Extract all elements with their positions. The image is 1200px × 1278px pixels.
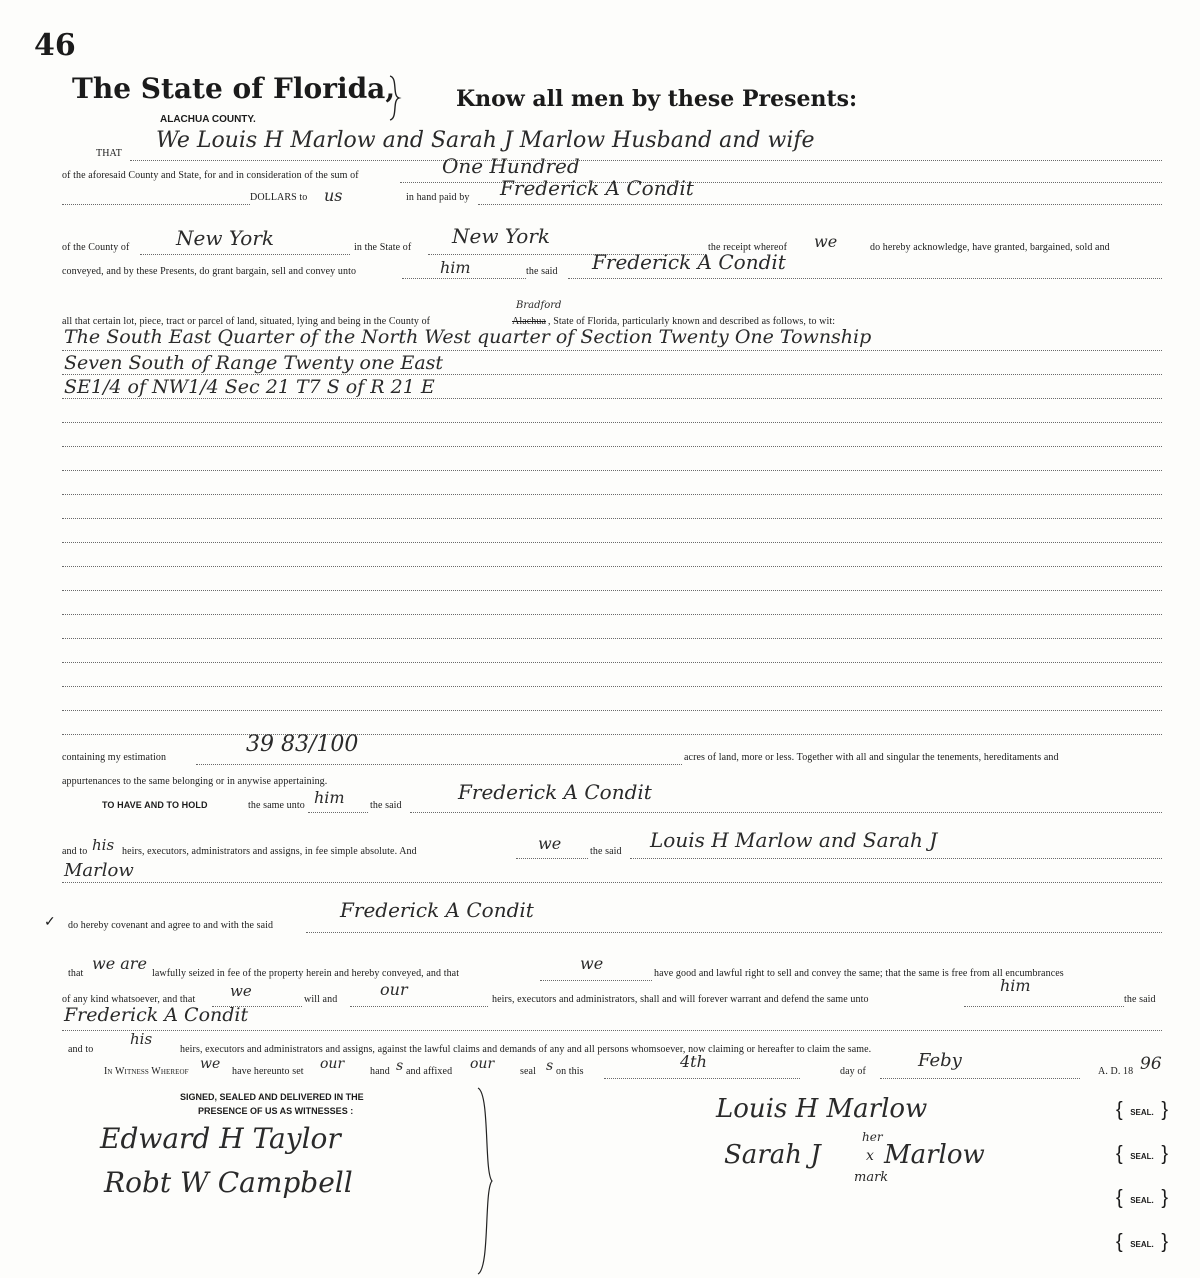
signed-heading-2: PRESENCE OF US AS WITNESSES : — [198, 1106, 354, 1116]
label-on-this: on this — [556, 1066, 584, 1077]
label-to-have: TO HAVE AND TO HOLD — [102, 800, 208, 810]
county-struck: Alachua — [512, 316, 547, 327]
label-state-fl: , State of Florida, particularly known and described as follows, to wit: — [548, 316, 836, 327]
paid-by-field: Frederick A Condit — [500, 176, 694, 200]
seal-box-3: { SEAL. } — [1124, 1190, 1160, 1212]
we2-field: we — [580, 954, 604, 973]
label-ad: A. D. 18 — [1098, 1066, 1134, 1077]
seal-box-1: { SEAL. } — [1124, 1102, 1160, 1124]
witness-2-signature: Robt W Campbell — [104, 1166, 353, 1199]
label-containing: containing my estimation — [62, 752, 167, 763]
label-the-said-2: the said — [1124, 994, 1156, 1005]
label-set: have hereunto set — [232, 1066, 304, 1077]
county-written: Bradford — [516, 300, 562, 311]
state-field: New York — [452, 224, 550, 248]
label-same-unto: the same unto — [248, 800, 305, 811]
label-good-right: have good and lawful right to sell and convey the same; that the same is free from all encumbrances — [654, 968, 1064, 979]
label-heirs-fee: heirs, executors, administrators and assigns, in fee simple absolute. And — [122, 846, 417, 857]
we3-field: we — [230, 982, 252, 1000]
label-appurtenances: appurtenances to the same belonging or in anywise appertaining. — [62, 776, 328, 787]
unto-field: him — [440, 258, 471, 277]
label-covenant: do hereby covenant and agree to and with the said — [68, 920, 274, 931]
state-title: The State of Florida, — [72, 72, 396, 105]
label-hand: hand — [370, 1066, 390, 1077]
signature-2-x: x — [866, 1148, 874, 1164]
seals-field: our — [470, 1056, 495, 1072]
label-seal-on: seal — [520, 1066, 536, 1077]
label-hold-said: the said — [370, 800, 402, 811]
hold-said-field: Frederick A Condit — [458, 780, 652, 804]
label-conveyed: conveyed, and by these Presents, do grant bargain, sell and convey unto — [62, 266, 357, 277]
label-heirs-claims: heirs, executors and administrators and assigns, against the lawful claims and demands of any and all persons whomsoever, now claiming or hereafter to claim the same. — [180, 1044, 872, 1055]
month-field: Feby — [918, 1050, 962, 1071]
label-acknowledge: do hereby acknowledge, have granted, bargained, sold and — [870, 242, 1110, 253]
label-consideration: of the aforesaid County and State, for and in consideration of the sum of — [62, 170, 359, 181]
label-lawfully: lawfully seized in fee of the property herein and hereby conveyed, and that — [152, 968, 460, 979]
check-mark: ✓ — [44, 915, 56, 930]
county-heading: ALACHUA COUNTY. — [160, 114, 256, 125]
label-and-said: the said — [590, 846, 622, 857]
we-are-field: we are — [92, 954, 147, 973]
know-all-heading: Know all men by these Presents: — [456, 86, 858, 112]
label-that: THAT — [96, 148, 122, 159]
and-said-field: Louis H Marlow and Sarah J — [650, 828, 938, 852]
hold-unto-field: him — [314, 788, 345, 807]
sum-field: One Hundred — [442, 154, 580, 178]
label-will-and: will and — [304, 994, 338, 1005]
label-the-said: the said — [526, 266, 558, 277]
signature-2b: Marlow — [884, 1140, 985, 1170]
his-field-1: his — [92, 836, 115, 854]
label-and-affixed: and affixed — [406, 1066, 453, 1077]
label-and-to: and to — [62, 846, 88, 857]
his-field-2: his — [130, 1030, 153, 1048]
label-of-county: of the County of — [62, 242, 130, 253]
signature-1: Louis H Marlow — [716, 1094, 928, 1124]
seal-box-4: { SEAL. } — [1124, 1234, 1160, 1256]
label-any-kind: of any kind whatsoever, and that — [62, 994, 196, 1005]
hands-s-field: s — [396, 1058, 404, 1074]
said-field: Frederick A Condit — [592, 250, 786, 274]
grantors-field: We Louis H Marlow and Sarah J Marlow Husband and wife — [156, 128, 815, 153]
county-field: New York — [176, 226, 274, 250]
witness-brace — [474, 1086, 498, 1276]
receipt-field: we — [814, 232, 838, 251]
signature-2-her: her — [862, 1130, 883, 1144]
acres-field: 39 83/100 — [246, 732, 359, 757]
label-receipt: the receipt whereof — [708, 242, 788, 253]
said2-field: Frederick A Condit — [64, 1004, 249, 1026]
our-field: our — [380, 980, 408, 999]
description-line-3: SE1/4 of NW1/4 Sec 21 T7 S of R 21 E — [64, 376, 435, 398]
seals-s-field: s — [546, 1058, 554, 1074]
to-whom-field: us — [324, 186, 343, 205]
description-line-2: Seven South of Range Twenty one East — [64, 352, 444, 374]
label-in-hand-paid: in hand paid by — [406, 192, 470, 203]
label-heirs-exec: heirs, executors and administrators, shall and will forever warrant and defend the same unto — [492, 994, 869, 1005]
and-said-field-2: Marlow — [64, 860, 134, 881]
year-field: 96 — [1140, 1054, 1162, 1074]
label-all-that: all that certain lot, piece, tract or parcel of land, situated, lying and being in the County of — [62, 316, 431, 327]
and-we-field: we — [538, 834, 562, 853]
label-and-to-2: and to — [68, 1044, 94, 1055]
cov-said-field: Frederick A Condit — [340, 898, 534, 922]
seal-box-2: { SEAL. } — [1124, 1146, 1160, 1168]
header-brace — [386, 74, 402, 122]
signed-heading-1: SIGNED, SEALED AND DELIVERED IN THE — [180, 1092, 364, 1102]
witness-1-signature: Edward H Taylor — [100, 1122, 341, 1155]
label-that-2: that — [68, 968, 84, 979]
signature-2-mark: mark — [854, 1170, 889, 1185]
label-in-state: in the State of — [354, 242, 412, 253]
hands-field: our — [320, 1056, 345, 1072]
page-number: 46 — [34, 28, 76, 63]
signature-2a: Sarah J — [724, 1140, 821, 1170]
we4-field: we — [200, 1056, 221, 1072]
label-dollars-to: DOLLARS to — [250, 192, 308, 203]
him2-field: him — [1000, 976, 1031, 995]
label-acres: acres of land, more or less. Together with all and singular the tenements, hereditaments and — [684, 752, 1059, 763]
label-day-of: day of — [840, 1066, 866, 1077]
label-witness: In Witness Whereof — [104, 1066, 189, 1077]
day-field: 4th — [680, 1052, 707, 1071]
description-line-1: The South East Quarter of the North West quarter of Section Twenty One Township — [64, 326, 872, 348]
